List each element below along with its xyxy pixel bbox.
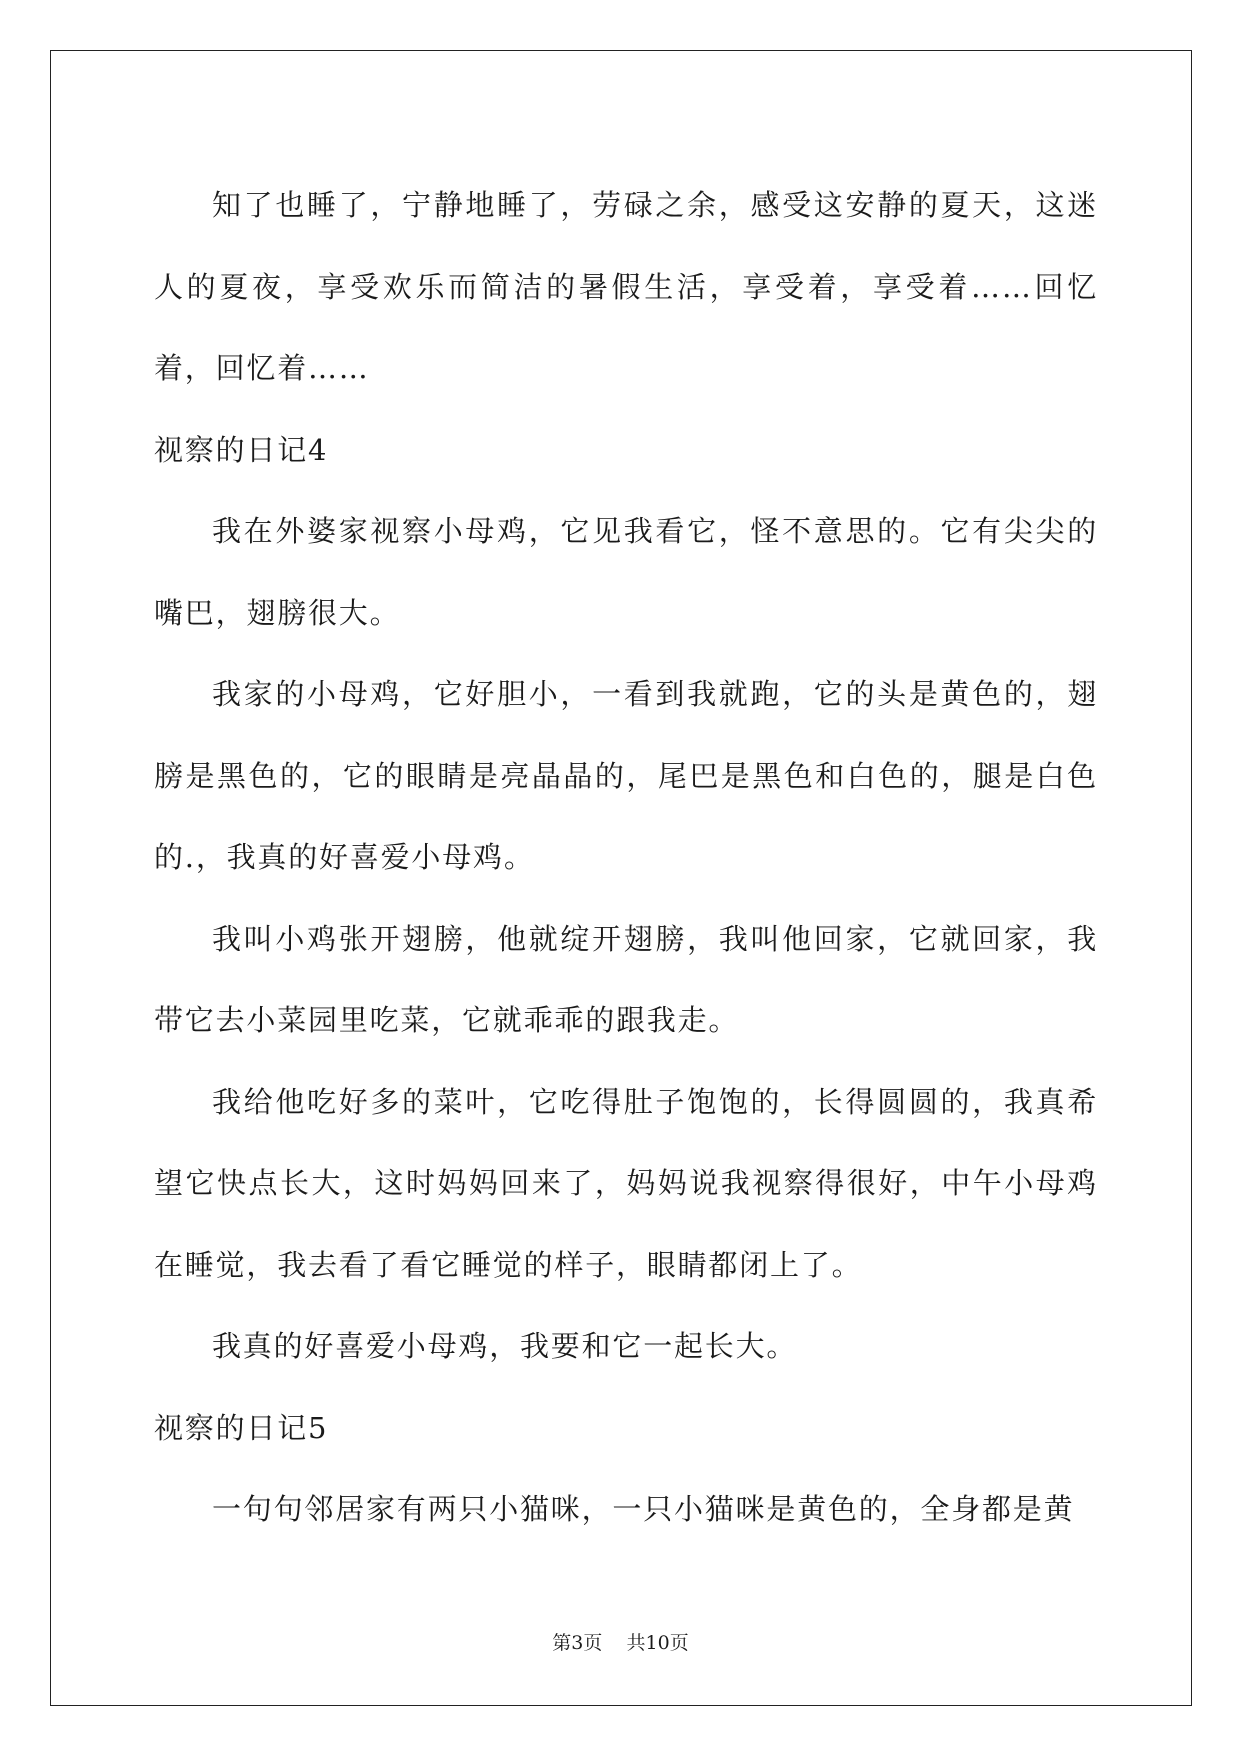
paragraph: 我叫小鸡张开翅膀，他就绽开翅膀，我叫他回家，它就回家，我带它去小菜园里吃菜，它就乖乖的跟我走。: [154, 921, 1098, 1037]
page-total: 共10页: [626, 1632, 689, 1654]
section-heading: 视察的日记5: [154, 1410, 329, 1445]
paragraph: 我在外婆家视察小母鸡，它见我看它，怪不意思的。它有尖尖的嘴巴，翅膀很大。: [154, 514, 1098, 630]
paragraph: 一句句邻居家有两只小猫咪，一只小猫咪是黄色的，全身都是黄: [212, 1492, 1075, 1526]
page-footer: [0, 1631, 1241, 1655]
document-body: [154, 165, 1098, 1551]
paragraph: 我真的好喜爱小母鸡，我要和它一起长大。: [212, 1329, 798, 1363]
page-number: 第3页: [552, 1632, 603, 1654]
paragraph: 我给他吃好多的菜叶，它吃得肚子饱饱的，长得圆圆的，我真希望它快点长大，这时妈妈回来了，妈妈说我视察得很好，中午小母鸡在睡觉，我去看了看它睡觉的样子，眼睛都闭上了。: [154, 1084, 1098, 1282]
paragraph: 知了也睡了，宁静地睡了，劳碌之余，感受这安静的夏天，这迷人的夏夜，享受欢乐而简洁的暑假生活，享受着，享受着……回忆着，回忆着……: [154, 188, 1098, 385]
paragraph: 我家的小母鸡，它好胆小，一看到我就跑，它的头是黄色的，翅膀是黑色的，它的眼睛是亮晶晶的，尾巴是黑色和白色的，腿是白色的.，我真的好喜爱小母鸡。: [154, 677, 1098, 874]
section-heading: 视察的日记4: [154, 432, 329, 467]
